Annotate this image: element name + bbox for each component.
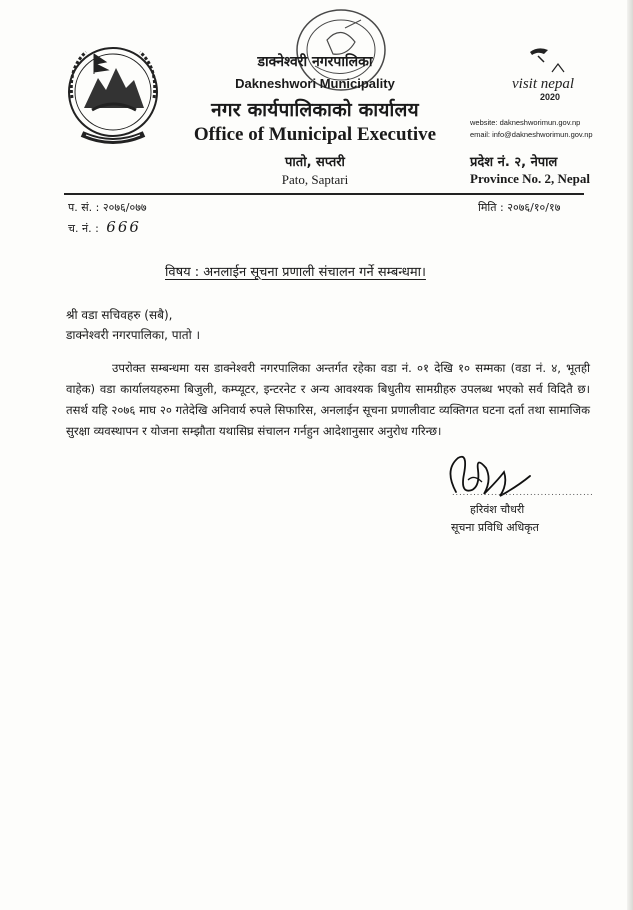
letter-subject: विषय : अनलाईन सूचना प्रणाली संचालन गर्ने सम्बन्धमा। [165,265,426,280]
addressee-line-2: डाक्नेश्वरी नगरपालिका, पातो । [66,328,201,342]
date-label: मिति : [478,201,504,214]
header-divider [64,193,584,195]
address-english: Pato, Saptari [281,172,349,187]
signatory-name: हरिवंश चौधरी [470,503,525,516]
nepal-emblem-logo [64,38,162,150]
letter-date [478,200,560,215]
handwritten-signature [438,450,548,510]
province-nepali: प्रदेश नं. २, नेपाल [470,155,558,170]
website-text: website: dakneshworimun.gov.np [470,118,581,127]
office-name-english: Office of Municipal Executive [193,124,437,145]
letter-body [66,358,590,442]
signatory-role: सूचना प्रविधि अधिकृत [451,521,539,534]
date-value: २०७६/१०/१७ [507,201,561,214]
addressee-line-1: श्री वडा सचिवहरु (सबै), [66,308,173,322]
pa-sa-value: २०७६/०७७ [102,201,147,214]
municipality-name-nepali: डाक्नेश्वरी नगरपालिका [257,54,373,70]
signature-line: ........................................ [452,488,594,497]
reference-cha-na [68,218,141,236]
letter-body-text: उपरोक्त सम्बन्धमा यस डाक्नेश्वरी नगरपालिका अन्तर्गत रहेका वडा नं. ०१ देखि १० सम्मका (वडा नं. ४, भूतही वाहेक) वडा कार्यालयहरुमा बिजुली, कम्प्यूटर, इन्टरनेट र अन्य आवश्यक बिधुतीय सामग्रीहरु उपलब्ध भएको सर्व विदितै छ। तसर्थ यहि २०७६ माघ २० गतेदेखि अनिवार्य रुपले सिफारिस, अनलाईन सूचना प्रणालीवाट व्यक्तिगत घटना दर्ता तथा सामाजिक सुरक्षा व्यवस्थापन र योजना सम्झौता यथासिघ्र संचालन गर्नहुन आदेशानुसार अनुरोध गरिन्छ। [66,361,590,438]
office-name-nepali: नगर कार्यपालिकाको कार्यालय [211,99,419,121]
email-text: email: info@dakneshworimun.gov.np [470,130,593,139]
page-edge-shadow [627,0,633,910]
contact-info [470,117,593,141]
address-nepali: पातो, सप्तरी [285,155,345,170]
cha-na-value: 666 [106,218,141,236]
pa-sa-label: प. सं. : [68,201,100,214]
visit-nepal-year: 2020 [540,92,561,102]
cha-na-label: च. नं. : [68,222,99,235]
reference-pa-sa [68,200,147,215]
province-english: Province No. 2, Nepal [470,171,590,186]
visit-nepal-logo [478,42,598,112]
municipality-name-english: Dakneshwori Municipality [235,76,395,91]
visit-nepal-text: visit nepal [512,76,575,92]
